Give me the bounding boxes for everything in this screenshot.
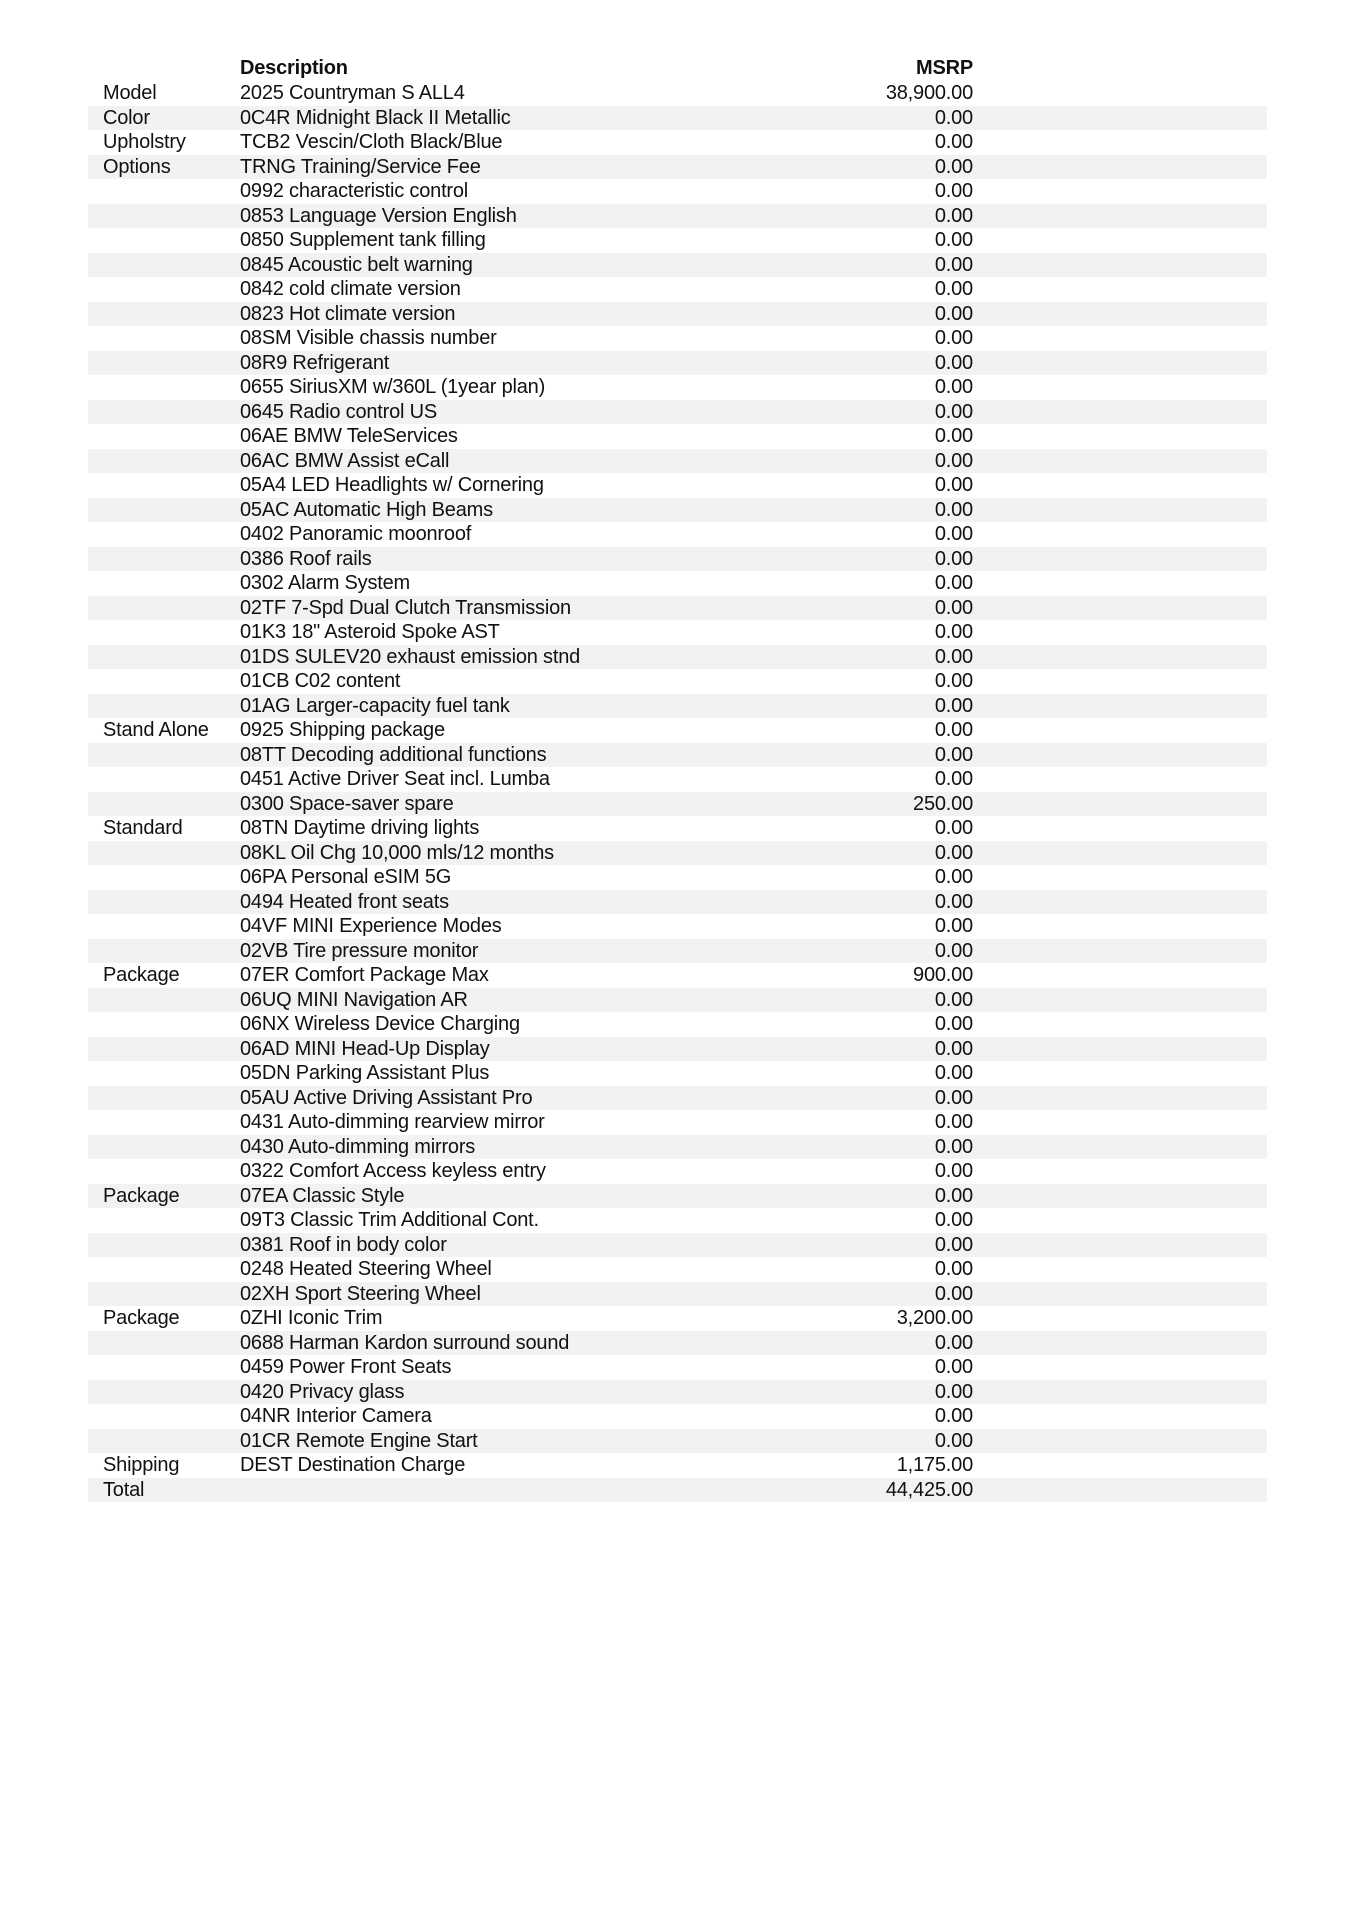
table-row <box>88 890 1267 915</box>
table-row <box>88 1012 1267 1037</box>
row-msrp: 0.00 <box>934 351 973 374</box>
row-description: 04VF MINI Experience Modes <box>240 915 502 937</box>
row-description: 0322 Comfort Access keyless entry <box>240 1160 546 1182</box>
table-row <box>88 81 1267 106</box>
table-row <box>88 302 1267 327</box>
row-category: Upholstry <box>103 131 186 153</box>
row-msrp: 250.00 <box>913 792 973 815</box>
row-msrp: 0.00 <box>934 988 973 1011</box>
row-msrp: 0.00 <box>934 596 973 619</box>
row-msrp: 0.00 <box>934 302 973 325</box>
row-description: 0842 cold climate version <box>240 278 461 300</box>
table-row <box>88 865 1267 890</box>
row-description: 04NR Interior Camera <box>240 1405 432 1427</box>
table-row <box>88 1086 1267 1111</box>
row-msrp: 0.00 <box>934 743 973 766</box>
table-row <box>88 816 1267 841</box>
row-description: DEST Destination Charge <box>240 1454 466 1476</box>
table-row <box>88 767 1267 792</box>
table-row <box>88 473 1267 498</box>
row-msrp: 0.00 <box>934 817 973 839</box>
row-category: Options <box>103 155 171 178</box>
row-category: Shipping <box>103 1454 180 1476</box>
row-msrp: 0.00 <box>934 1135 973 1158</box>
row-description: 0823 Hot climate version <box>240 302 456 325</box>
row-description: 0494 Heated front seats <box>240 890 449 913</box>
row-msrp: 0.00 <box>934 1086 973 1109</box>
row-msrp: 0.00 <box>934 523 973 545</box>
row-description: 0992 characteristic control <box>240 180 469 202</box>
row-msrp: 0.00 <box>934 400 973 423</box>
row-description: 01CR Remote Engine Start <box>240 1429 478 1452</box>
row-description: 08TN Daytime driving lights <box>240 817 480 839</box>
table-row <box>88 841 1267 866</box>
row-msrp: 0.00 <box>934 1037 973 1060</box>
table-row <box>88 424 1267 449</box>
row-msrp: 38,900.00 <box>885 82 973 104</box>
row-msrp: 44,425.00 <box>885 1478 973 1501</box>
row-description: 0402 Panoramic moonroof <box>240 523 472 545</box>
row-msrp: 0.00 <box>934 425 973 447</box>
row-msrp: 0.00 <box>934 1111 973 1133</box>
row-msrp: 0.00 <box>934 1209 973 1231</box>
row-msrp: 0.00 <box>934 1282 973 1305</box>
table-row <box>88 204 1267 229</box>
table-body <box>88 81 1267 1502</box>
table-row <box>88 792 1267 817</box>
table-row <box>88 1306 1267 1331</box>
row-category: Color <box>103 106 150 129</box>
row-msrp: 0.00 <box>934 1062 973 1084</box>
row-description: 06NX Wireless Device Charging <box>240 1013 520 1035</box>
row-category: Stand Alone <box>103 719 209 741</box>
table-row <box>88 1282 1267 1307</box>
row-description: 01K3 18" Asteroid Spoke AST <box>240 621 500 643</box>
row-msrp: 0.00 <box>934 131 973 153</box>
row-category: Package <box>103 1307 180 1329</box>
table-row <box>88 400 1267 425</box>
row-msrp: 0.00 <box>934 498 973 521</box>
table-row <box>88 1429 1267 1454</box>
row-msrp: 0.00 <box>934 449 973 472</box>
row-description: 0688 Harman Kardon surround sound <box>240 1331 570 1354</box>
table-row <box>88 449 1267 474</box>
table-row <box>88 375 1267 400</box>
table-row <box>88 1478 1267 1503</box>
row-msrp: 0.00 <box>934 1429 973 1452</box>
table-row <box>88 179 1267 204</box>
row-msrp: 0.00 <box>934 841 973 864</box>
row-msrp: 0.00 <box>934 572 973 594</box>
row-category: Package <box>103 964 180 986</box>
row-description: 06PA Personal eSIM 5G <box>240 866 452 888</box>
row-msrp: 3,200.00 <box>896 1307 973 1329</box>
row-description: 0431 Auto-dimming rearview mirror <box>240 1111 545 1133</box>
row-msrp: 0.00 <box>934 253 973 276</box>
row-description: 02TF 7-Spd Dual Clutch Transmission <box>240 596 571 619</box>
row-description: 0300 Space-saver spare <box>240 792 454 815</box>
row-description: 01AG Larger-capacity fuel tank <box>240 694 510 717</box>
row-description: 07ER Comfort Package Max <box>240 964 489 986</box>
row-msrp: 0.00 <box>934 547 973 570</box>
row-description: 06UQ MINI Navigation AR <box>240 988 468 1011</box>
row-description: 0925 Shipping package <box>240 719 445 741</box>
row-msrp: 0.00 <box>934 180 973 202</box>
table-row <box>88 155 1267 180</box>
row-description: 05DN Parking Assistant Plus <box>240 1062 490 1084</box>
table-row <box>88 620 1267 645</box>
row-description: 09T3 Classic Trim Additional Cont. <box>240 1209 539 1231</box>
row-msrp: 0.00 <box>934 915 973 937</box>
table-row <box>88 743 1267 768</box>
row-description: 02VB Tire pressure monitor <box>240 939 479 962</box>
table-header-row <box>88 55 1267 81</box>
row-category: Total <box>103 1478 145 1501</box>
row-msrp: 0.00 <box>934 1013 973 1035</box>
table-row <box>88 547 1267 572</box>
table-row <box>88 1184 1267 1209</box>
table-row <box>88 1404 1267 1429</box>
row-msrp: 0.00 <box>934 278 973 300</box>
row-description: 2025 Countryman S ALL4 <box>240 82 465 104</box>
row-description: 08KL Oil Chg 10,000 mls/12 months <box>240 841 554 864</box>
table-row <box>88 571 1267 596</box>
row-description: 0845 Acoustic belt warning <box>240 253 473 276</box>
msrp-column-header: MSRP <box>916 56 973 79</box>
table-row <box>88 1037 1267 1062</box>
table-row <box>88 522 1267 547</box>
row-msrp: 1,175.00 <box>896 1454 973 1476</box>
table-row <box>88 694 1267 719</box>
table-row <box>88 988 1267 1013</box>
row-description: 0655 SiriusXM w/360L (1year plan) <box>240 376 546 398</box>
row-msrp: 0.00 <box>934 939 973 962</box>
row-msrp: 0.00 <box>934 204 973 227</box>
row-description: TCB2 Vescin/Cloth Black/Blue <box>240 131 503 153</box>
row-msrp: 0.00 <box>934 1160 973 1182</box>
row-description: 05A4 LED Headlights w/ Cornering <box>240 474 544 496</box>
table-row <box>88 645 1267 670</box>
row-msrp: 0.00 <box>934 645 973 668</box>
row-description: 0381 Roof in body color <box>240 1233 447 1256</box>
row-msrp: 0.00 <box>934 155 973 178</box>
table-row <box>88 939 1267 964</box>
row-description: 07EA Classic Style <box>240 1184 405 1207</box>
row-msrp: 0.00 <box>934 474 973 496</box>
row-description: 02XH Sport Steering Wheel <box>240 1282 481 1305</box>
row-description: 0645 Radio control US <box>240 400 438 423</box>
row-description: 05AU Active Driving Assistant Pro <box>240 1086 533 1109</box>
row-msrp: 0.00 <box>934 1258 973 1280</box>
table-row <box>88 253 1267 278</box>
table-row <box>88 351 1267 376</box>
table-row <box>88 1257 1267 1282</box>
row-description: 0451 Active Driver Seat incl. Lumba <box>240 768 550 790</box>
row-category: Package <box>103 1184 180 1207</box>
row-msrp: 0.00 <box>934 106 973 129</box>
table-row <box>88 1135 1267 1160</box>
table-row <box>88 326 1267 351</box>
row-description: 06AC BMW Assist eCall <box>240 449 450 472</box>
pricing-table <box>88 55 1267 1502</box>
row-description: 0850 Supplement tank filling <box>240 229 486 251</box>
table-row <box>88 277 1267 302</box>
table-row <box>88 718 1267 743</box>
table-row <box>88 130 1267 155</box>
row-description: 0C4R Midnight Black II Metallic <box>240 106 511 129</box>
table-row <box>88 1233 1267 1258</box>
row-description: 08R9 Refrigerant <box>240 351 390 374</box>
row-description: 06AD MINI Head-Up Display <box>240 1037 490 1060</box>
row-description: 0420 Privacy glass <box>240 1380 405 1403</box>
row-msrp: 0.00 <box>934 1331 973 1354</box>
description-column-header: Description <box>240 56 348 79</box>
row-description: 0459 Power Front Seats <box>240 1356 452 1378</box>
row-category: Model <box>103 82 157 104</box>
table-row <box>88 963 1267 988</box>
row-category: Standard <box>103 817 183 839</box>
row-msrp: 0.00 <box>934 229 973 251</box>
row-description: 0430 Auto-dimming mirrors <box>240 1135 476 1158</box>
row-msrp: 0.00 <box>934 376 973 398</box>
row-description: 05AC Automatic High Beams <box>240 498 493 521</box>
row-msrp: 900.00 <box>913 964 973 986</box>
table-row <box>88 1061 1267 1086</box>
table-row <box>88 1331 1267 1356</box>
row-description: 0853 Language Version English <box>240 204 517 227</box>
row-msrp: 0.00 <box>934 1356 973 1378</box>
row-msrp: 0.00 <box>934 621 973 643</box>
row-msrp: 0.00 <box>934 1233 973 1256</box>
row-description: 01CB C02 content <box>240 670 401 692</box>
table-row <box>88 914 1267 939</box>
row-description: TRNG Training/Service Fee <box>240 155 481 178</box>
table-row <box>88 1355 1267 1380</box>
row-description: 0ZHI Iconic Trim <box>240 1307 383 1329</box>
table-row <box>88 106 1267 131</box>
table-row <box>88 1453 1267 1478</box>
row-msrp: 0.00 <box>934 890 973 913</box>
table-row <box>88 228 1267 253</box>
row-description: 08TT Decoding additional functions <box>240 743 547 766</box>
table-row <box>88 669 1267 694</box>
row-msrp: 0.00 <box>934 1405 973 1427</box>
row-description: 0248 Heated Steering Wheel <box>240 1258 492 1280</box>
row-msrp: 0.00 <box>934 719 973 741</box>
table-row <box>88 498 1267 523</box>
row-msrp: 0.00 <box>934 327 973 349</box>
row-description: 0302 Alarm System <box>240 572 411 594</box>
row-description: 0386 Roof rails <box>240 547 372 570</box>
row-description: 01DS SULEV20 exhaust emission stnd <box>240 645 581 668</box>
row-description: 08SM Visible chassis number <box>240 327 497 349</box>
table-row <box>88 1110 1267 1135</box>
row-msrp: 0.00 <box>934 768 973 790</box>
row-msrp: 0.00 <box>934 694 973 717</box>
row-description: 06AE BMW TeleServices <box>240 425 458 447</box>
table-row <box>88 1208 1267 1233</box>
row-msrp: 0.00 <box>934 670 973 692</box>
row-msrp: 0.00 <box>934 1184 973 1207</box>
table-row <box>88 1380 1267 1405</box>
table-row <box>88 1159 1267 1184</box>
row-msrp: 0.00 <box>934 1380 973 1403</box>
row-msrp: 0.00 <box>934 866 973 888</box>
table-row <box>88 596 1267 621</box>
